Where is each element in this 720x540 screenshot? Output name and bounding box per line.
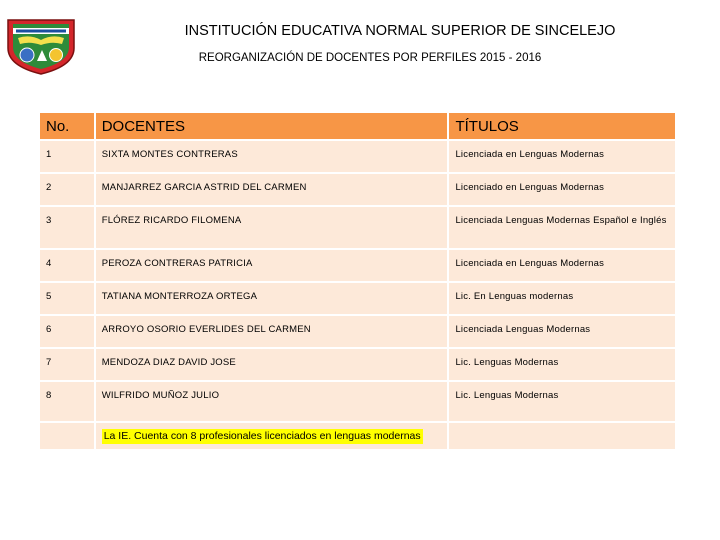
table-row	[40, 283, 675, 314]
cell-titulo: Licenciado en Lenguas Modernas	[449, 174, 675, 205]
table-row	[40, 207, 675, 248]
cell-docente: WILFRIDO MUÑOZ JULIO	[96, 382, 448, 421]
cell-titulo: Licenciada en Lenguas Modernas	[449, 141, 675, 172]
cell-titulo: Licenciada Lenguas Modernas Español e Inglés	[449, 207, 675, 248]
summary-empty-cell	[449, 423, 675, 449]
cell-titulo: Lic. Lenguas Modernas	[449, 382, 675, 421]
summary-cell	[96, 423, 448, 449]
page-subtitle: REORGANIZACIÓN DE DOCENTES POR PERFILES 2015 - 2016	[198, 52, 542, 64]
cell-docente: MENDOZA DIAZ DAVID JOSE	[96, 349, 448, 380]
cell-titulo: Lic. En Lenguas modernas	[449, 283, 675, 314]
cell-no: 2	[40, 174, 94, 205]
column-header-titulos: TÍTULOS	[449, 113, 675, 139]
page-title: INSTITUCIÓN EDUCATIVA NORMAL SUPERIOR DE SINCELEJO	[184, 23, 616, 39]
table-header-row	[40, 113, 675, 139]
cell-docente: FLÓREZ RICARDO FILOMENA	[96, 207, 448, 248]
cell-no: 8	[40, 382, 94, 421]
cell-titulo: Licenciada Lenguas Modernas	[449, 316, 675, 347]
table-row	[40, 174, 675, 205]
cell-titulo: Lic. Lenguas Modernas	[449, 349, 675, 380]
summary-note: La IE. Cuenta con 8 profesionales licenciados en lenguas modernas	[103, 429, 421, 442]
table-row	[40, 141, 675, 172]
cell-docente: SIXTA MONTES CONTRERAS	[96, 141, 448, 172]
cell-docente: MANJARREZ GARCIA ASTRID DEL CARMEN	[96, 174, 448, 205]
table-row	[40, 382, 675, 421]
summary-row	[40, 423, 675, 449]
column-header-no: No.	[40, 113, 94, 139]
cell-docente: TATIANA MONTERROZA ORTEGA	[96, 283, 448, 314]
column-header-docentes: DOCENTES	[96, 113, 448, 139]
summary-empty-cell	[40, 423, 94, 449]
cell-docente: PEROZA CONTRERAS PATRICIA	[96, 250, 448, 281]
teachers-table	[38, 111, 677, 451]
table-row	[40, 349, 675, 380]
cell-no: 3	[40, 207, 94, 248]
cell-no: 1	[40, 141, 94, 172]
table-row	[40, 316, 675, 347]
cell-no: 5	[40, 283, 94, 314]
cell-titulo: Licenciada en Lenguas Modernas	[449, 250, 675, 281]
cell-no: 6	[40, 316, 94, 347]
cell-docente: ARROYO OSORIO EVERLIDES DEL CARMEN	[96, 316, 448, 347]
cell-no: 4	[40, 250, 94, 281]
table-row	[40, 250, 675, 281]
cell-no: 7	[40, 349, 94, 380]
